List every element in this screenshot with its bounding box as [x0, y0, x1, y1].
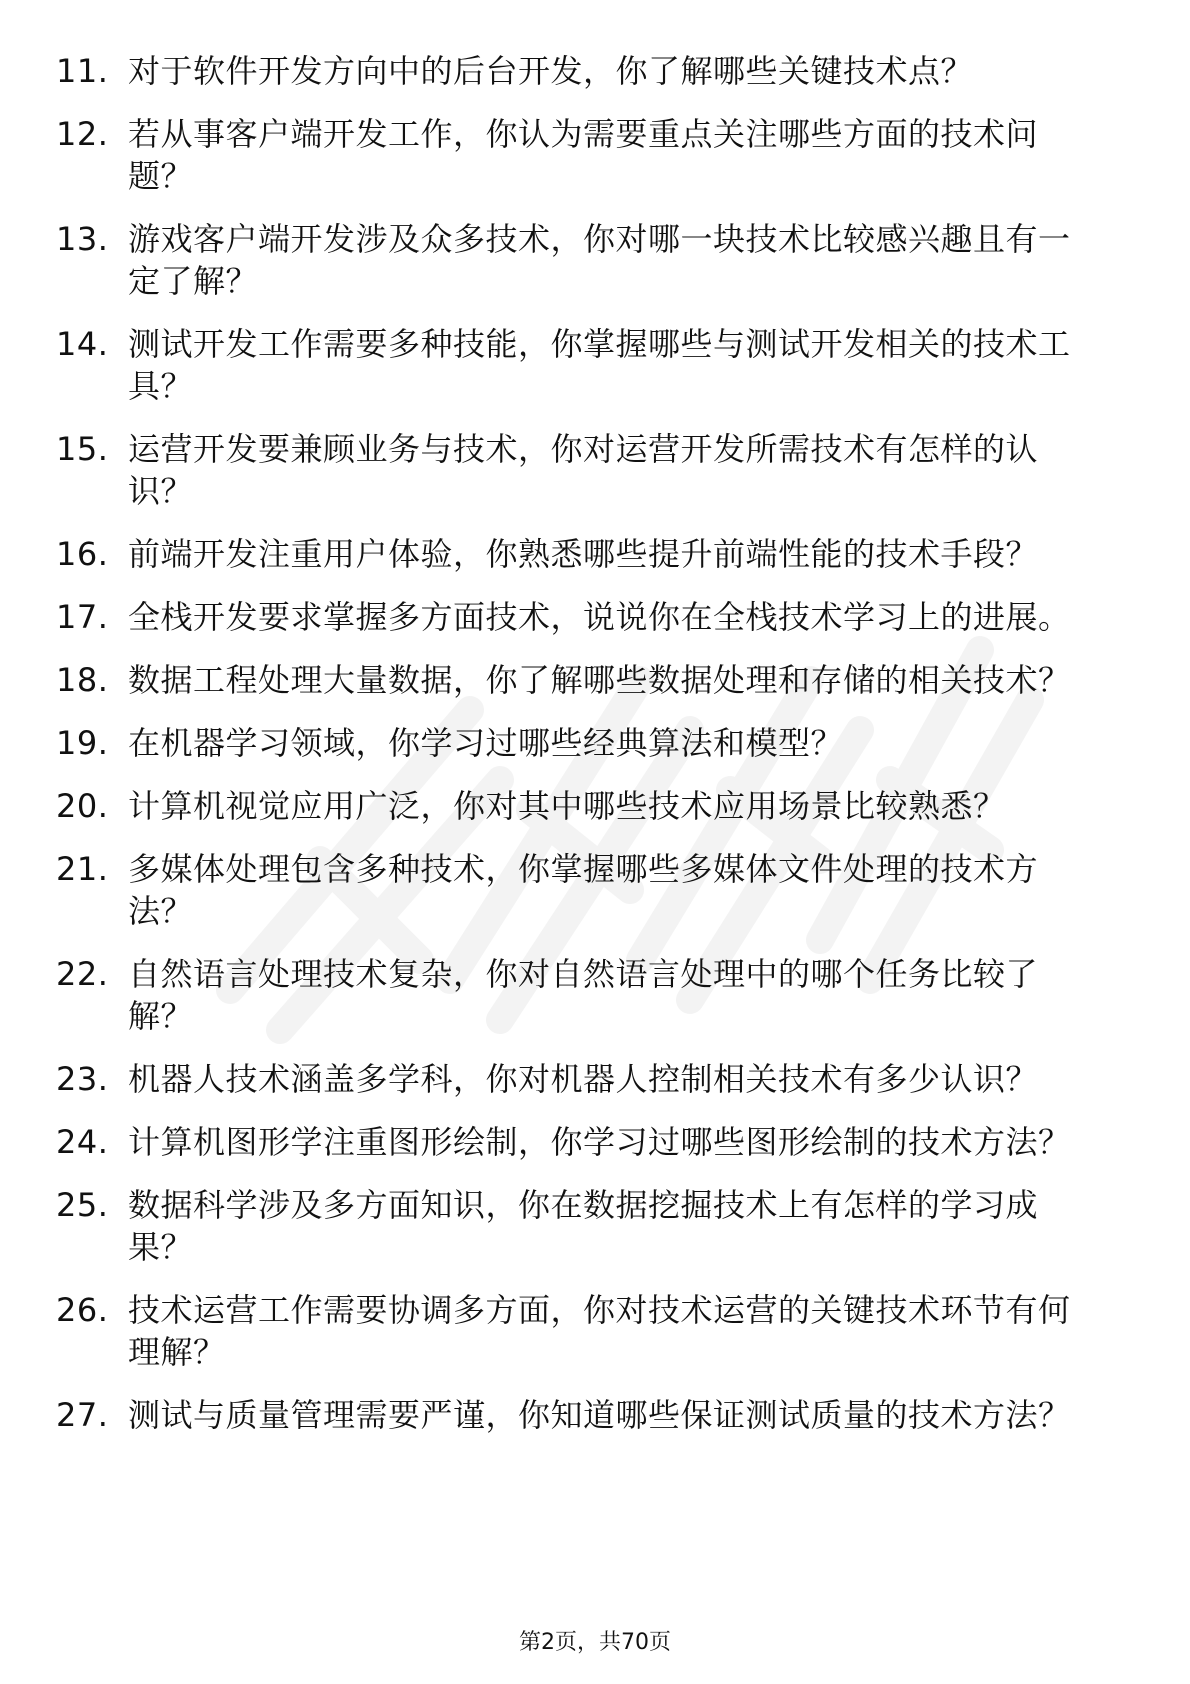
- question-number: 21.: [56, 850, 109, 888]
- question-text: 测试与质量管理需要严谨，你知道哪些保证测试质量的技术方法？: [128, 1396, 1071, 1434]
- question-text: 在机器学习领域，你学习过哪些经典算法和模型？: [128, 724, 844, 762]
- question-number: 12.: [56, 115, 109, 153]
- list-item: [0, 596, 1190, 638]
- question-number: 27.: [56, 1396, 109, 1434]
- question-number: 18.: [56, 661, 109, 699]
- question-text: 对于软件开发方向中的后台开发，你了解哪些关键技术点？: [128, 52, 974, 90]
- list-item: [0, 1058, 1190, 1100]
- question-text: 测试开发工作需要多种技能，你掌握哪些与测试开发相关的技术工具？: [128, 325, 1071, 405]
- list-item: [0, 533, 1190, 575]
- question-text: 多媒体处理包含多种技术，你掌握哪些多媒体文件处理的技术方法？: [128, 850, 1039, 930]
- list-item: [0, 1121, 1190, 1163]
- page-number-label: 第2页，共70页: [519, 1630, 671, 1655]
- question-number: 19.: [56, 724, 109, 762]
- question-text: 数据工程处理大量数据，你了解哪些数据处理和存储的相关技术？: [128, 661, 1071, 699]
- question-text: 计算机视觉应用广泛，你对其中哪些技术应用场景比较熟悉？: [128, 787, 1006, 825]
- list-item: [0, 218, 1190, 302]
- question-text: 游戏客户端开发涉及众多技术，你对哪一块技术比较感兴趣且有一定了解？: [128, 220, 1071, 300]
- list-item: [0, 848, 1190, 932]
- list-item: [0, 785, 1190, 827]
- question-text: 全栈开发要求掌握多方面技术，说说你在全栈技术学习上的进展。: [128, 598, 1071, 636]
- question-text: 数据科学涉及多方面知识，你在数据挖掘技术上有怎样的学习成果？: [128, 1186, 1039, 1266]
- list-item: [0, 659, 1190, 701]
- question-text: 技术运营工作需要协调多方面，你对技术运营的关键技术环节有何理解？: [128, 1291, 1071, 1371]
- question-text: 机器人技术涵盖多学科，你对机器人控制相关技术有多少认识？: [128, 1060, 1039, 1098]
- list-item: [0, 1184, 1190, 1268]
- list-item: [0, 953, 1190, 1037]
- question-number: 15.: [56, 430, 109, 468]
- question-number: 16.: [56, 535, 109, 573]
- question-number: 20.: [56, 787, 109, 825]
- question-number: 17.: [56, 598, 109, 636]
- list-item: [0, 1289, 1190, 1373]
- question-number: 25.: [56, 1186, 109, 1224]
- question-number: 13.: [56, 220, 109, 258]
- question-text: 自然语言处理技术复杂，你对自然语言处理中的哪个任务比较了解？: [128, 955, 1039, 1035]
- list-item: [0, 722, 1190, 764]
- list-item: [0, 50, 1190, 92]
- question-number: 23.: [56, 1060, 109, 1098]
- question-text: 计算机图形学注重图形绘制，你学习过哪些图形绘制的技术方法？: [128, 1123, 1071, 1161]
- question-number: 14.: [56, 325, 109, 363]
- list-item: [0, 323, 1190, 407]
- question-text: 运营开发要兼顾业务与技术，你对运营开发所需技术有怎样的认识？: [128, 430, 1039, 510]
- list-item: [0, 1394, 1190, 1436]
- question-text: 若从事客户端开发工作，你认为需要重点关注哪些方面的技术问题？: [128, 115, 1039, 195]
- question-text: 前端开发注重用户体验，你熟悉哪些提升前端性能的技术手段？: [128, 535, 1039, 573]
- question-number: 24.: [56, 1123, 109, 1161]
- page-footer: [0, 1628, 1190, 1658]
- question-number: 11.: [56, 52, 109, 90]
- question-list: [0, 50, 1190, 1457]
- question-number: 22.: [56, 955, 109, 993]
- list-item: [0, 113, 1190, 197]
- list-item: [0, 428, 1190, 512]
- question-number: 26.: [56, 1291, 109, 1329]
